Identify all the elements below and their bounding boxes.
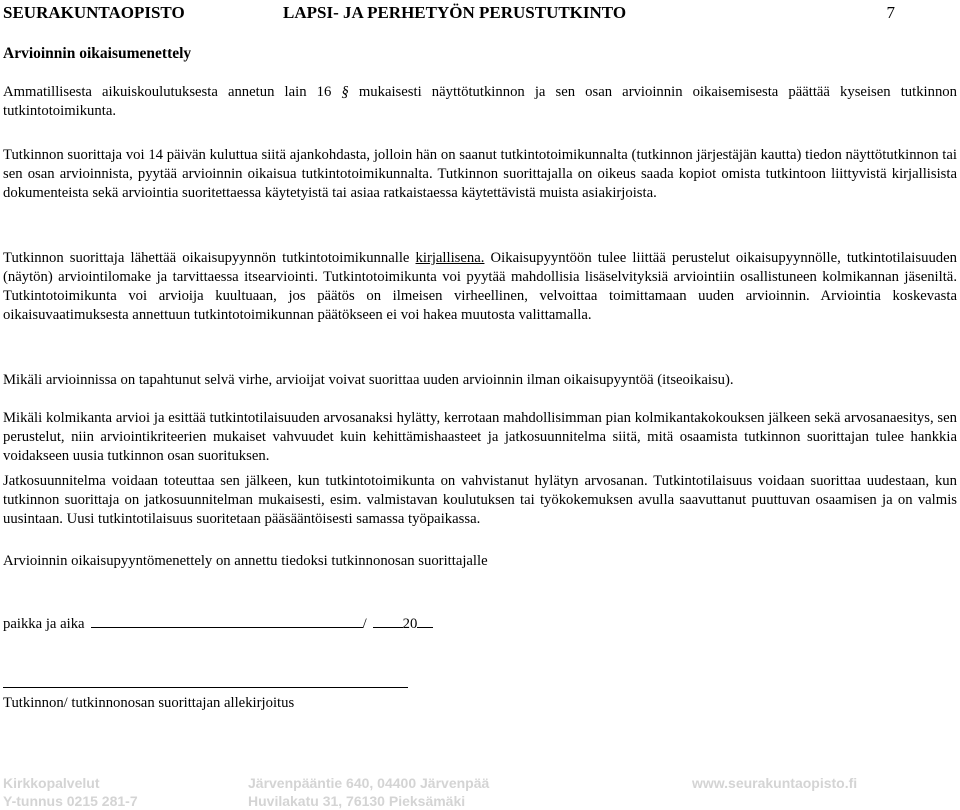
section-sign: § (341, 84, 349, 100)
section-title: Arvioinnin oikaisumenettely (3, 45, 192, 62)
paragraph-text: Oikaisupyyntöön tulee liittää perustelut oikaisupyynnölle, tutkintotilaisuuden (näytön) arviointilomake ja tarvittaessa itsearviointi. Tutkintotoimikunta voi pyytää mahdollisia lisäselvityksiä arviointiin osallistuneen kolmikannan jäseniltä. Tutkintotoimikunta voi arvioija kuultuaan, jos päätös on ilmeisen virheellinen, velvoittaa toimittamaan uuden arvioinnin. Arviointia koskevasta oikaisuvaatimuksesta annettuun tutkintotoimikunnan päätökseen ei voi hakea muutosta valittamalla. (3, 250, 957, 323)
footer-website: www.seurakuntaopisto.fi (692, 775, 858, 791)
paragraph-follow-up-plan: Jatkosuunnitelma voidaan toteuttaa sen jälkeen, kun tutkintotoimikunta on vahvistanut hylätyn arvosanan. Tutkintotilaisuus voidaan suorittaa uudestaan, kun tutkinnon suorittaja on jatkosuunnitelman mukaisesti, esim. valmistavan koulutuksen tai työkokemuksen avulla saavuttanut puuttuvan osaamisen ja on valmis uusintaan. Uusi tutkintotilaisuus suoritetaan pääsääntöisesti samassa työpaikassa. (3, 473, 957, 527)
page-header (3, 2, 943, 24)
date-blank[interactable] (373, 612, 403, 628)
page-footer (0, 770, 960, 807)
footer-business-id: Y-tunnus 0215 281-7 (3, 793, 138, 809)
place-date-line (3, 612, 703, 632)
paragraph-legal-basis (3, 83, 957, 121)
paragraph-text: Ammatillisesta aikuiskoulutuksesta annetun lain 16 (3, 84, 342, 100)
paragraph-request-timing: Tutkinnon suorittaja voi 14 päivän kuluttua siitä ajankohdasta, jolloin hän on saanut tutkintotoimikunnalta (tutkinnon järjestäjän kautta) tiedon näyttötutkinnon tai sen osan arvioinnista, pyytää arvioinnin oikaisua tutkintotoimikunnalta. Tutkinnon suorittajalla on oikeus saada kopiot omista tutkintoon liittyvistä kirjallisista dokumenteista sekä arviointia suoritettaessa käytetyistä tai asiaa ratkaistaessa käytettävistä muista asiakirjoista. (3, 147, 957, 201)
paragraph-request-process (3, 249, 957, 325)
header-institution: SEURAKUNTAOPISTO (3, 3, 185, 22)
paragraph-failed-grade: Mikäli kolmikanta arvioi ja esittää tutkintotilaisuuden arvosanaksi hylätty, kerrotaan mahdollisimman pian kolmikantakokouksen jälkeen sekä arvosanaesitys, sen perustelut, niin arviointikriteerien mukaiset vahvuudet kuin kehittämishaasteet ja jatkosuunnitelma siitä, mitä osaamista tutkinnon suorittajan tulee hankkia voidakseen uusia tutkinnon osan suorituksen. (3, 410, 957, 464)
year-blank[interactable] (417, 612, 433, 628)
paragraph-text: mukaisesti näyttötutkinnon ja sen osan arvioinnin oikaisemisesta päättää kyseisen tutkinnon tutkintotoimikunta. (3, 84, 957, 119)
signature-line[interactable] (3, 687, 408, 688)
paragraph-acknowledgement: Arvioinnin oikaisupyyntömenettely on annettu tiedoksi tutkinnonosan suorittajalle (3, 553, 488, 569)
footer-address-1: Järvenpääntie 640, 04400 Järvenpää (248, 775, 490, 791)
underlined-text: kirjallisena. (415, 250, 485, 266)
footer-org: Kirkkopalvelut (3, 775, 100, 791)
signature-label: Tutkinnon/ tutkinnonosan suorittajan allekirjoitus (3, 695, 295, 711)
footer-address-2: Huvilakatu 31, 76130 Pieksämäki (248, 793, 466, 809)
place-date-blank[interactable] (91, 612, 363, 628)
place-date-label: paikka ja aika (3, 616, 85, 632)
year-prefix: 20 (402, 616, 418, 632)
paragraph-text: Tutkinnon suorittaja lähettää oikaisupyynnön tutkintotoimikunnalle (3, 250, 416, 266)
page-number: 7 (886, 3, 895, 22)
paragraph-self-correction: Mikäli arvioinnissa on tapahtunut selvä virhe, arvioijat voivat suorittaa uuden arvioinnin ilman oikaisupyyntöä (itseoikaisu). (3, 372, 734, 388)
date-slash: / (362, 616, 367, 632)
header-qualification: LAPSI- JA PERHETYÖN PERUSTUTKINTO (283, 3, 627, 22)
